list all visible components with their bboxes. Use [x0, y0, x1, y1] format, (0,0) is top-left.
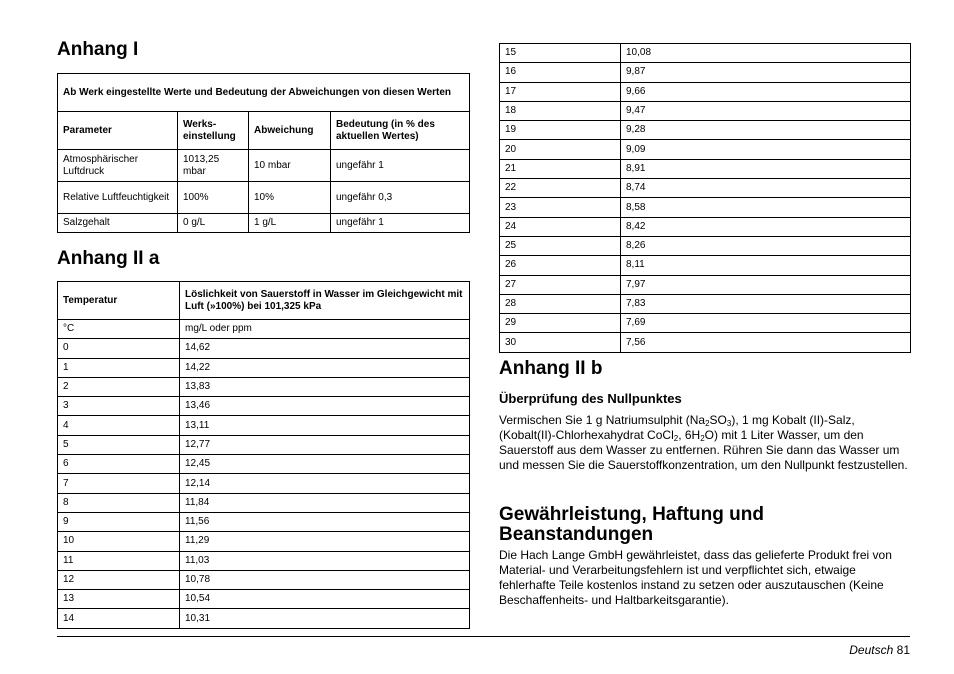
table-row: [500, 314, 911, 333]
solubility-cell: 14,62: [180, 339, 470, 358]
solubility-cell: 9,87: [621, 63, 911, 82]
temperature-cell: 2: [58, 377, 180, 396]
subscript: 2: [705, 419, 710, 428]
solubility-cell: 8,11: [621, 256, 911, 275]
temperature-cell: 28: [500, 294, 621, 313]
subscript: 3: [726, 419, 732, 428]
temperature-cell: 0: [58, 339, 180, 358]
temperature-cell: 24: [500, 217, 621, 236]
solubility-cell: 9,66: [621, 82, 911, 101]
temperature-cell: 9: [58, 512, 180, 531]
zero-point-paragraph: [499, 413, 910, 473]
table-row: [58, 435, 470, 454]
table-row: [58, 551, 470, 570]
solubility-cell: 13,46: [180, 397, 470, 416]
solubility-cell: 10,54: [180, 590, 470, 609]
table-row: [58, 150, 470, 182]
table-row: [500, 121, 911, 140]
table-row: [500, 275, 911, 294]
temperature-cell: 12: [58, 570, 180, 589]
temperature-cell: 19: [500, 121, 621, 140]
temperature-cell: 8: [58, 493, 180, 512]
table-cell: ungefähr 1: [331, 214, 470, 233]
anhang2a-title: Anhang II a: [57, 248, 160, 269]
unit-cell: °C: [58, 320, 180, 339]
solubility-cell: 12,77: [180, 435, 470, 454]
temperature-cell: 15: [500, 44, 621, 63]
table-row: [58, 493, 470, 512]
column-header: Parameter: [58, 112, 178, 150]
page-number: 81: [896, 643, 910, 657]
table-cell: Relative Luftfeuchtigkeit: [58, 182, 178, 214]
temperature-cell: 18: [500, 101, 621, 120]
table-row: [500, 198, 911, 217]
table-row: [58, 512, 470, 531]
temperature-cell: 29: [500, 314, 621, 333]
column-header: Löslichkeit von Sauerstoff in Wasser im Gleichgewicht mit Luft (»100%) bei 101,325 kPa: [180, 282, 470, 320]
table-cell: 10 mbar: [249, 150, 331, 182]
footer-divider: [57, 636, 910, 637]
temperature-cell: 1: [58, 358, 180, 377]
solubility-cell: 10,08: [621, 44, 911, 63]
table-cell: 1 g/L: [249, 214, 331, 233]
solubility-cell: 11,29: [180, 532, 470, 551]
column-header: Werks-einstellung: [178, 112, 249, 150]
footer-language: Deutsch: [849, 643, 894, 657]
table-row: [500, 256, 911, 275]
table-row: [58, 397, 470, 416]
temperature-cell: 4: [58, 416, 180, 435]
table-row: [58, 339, 470, 358]
table-row: [500, 294, 911, 313]
solubility-cell: 10,78: [180, 570, 470, 589]
solubility-cell: 14,22: [180, 358, 470, 377]
temperature-cell: 13: [58, 590, 180, 609]
table-row: [58, 214, 470, 233]
solubility-cell: 8,26: [621, 236, 911, 255]
table-row: [58, 532, 470, 551]
temperature-cell: 16: [500, 63, 621, 82]
solubility-cell: 7,56: [621, 333, 911, 352]
oxygen-solubility-table: [57, 281, 470, 629]
temperature-cell: 30: [500, 333, 621, 352]
table-row: [500, 217, 911, 236]
factory-settings-table: [57, 73, 470, 233]
table-caption: Ab Werk eingestellte Werte und Bedeutung der Abweichungen von diesen Werten: [58, 74, 470, 112]
warranty-paragraph: Die Hach Lange GmbH gewährleistet, dass das gelieferte Produkt frei von Material- und Verarbeitungsfehlern ist und verpflichtet sich, etwaige fehlerhafte Teile kostenlos instand zu setzen oder auszutauschen (Keine Beschaffenheits- und Haltbarkeitsgarantie).: [499, 548, 892, 607]
temperature-cell: 25: [500, 236, 621, 255]
page-footer: [849, 643, 910, 657]
text-run: Vermischen Sie 1 g Natriumsulphit (Na: [499, 413, 706, 427]
solubility-cell: 11,03: [180, 551, 470, 570]
temperature-cell: 26: [500, 256, 621, 275]
solubility-cell: 8,58: [621, 198, 911, 217]
table-row: [500, 333, 911, 352]
table-row: [58, 590, 470, 609]
temperature-cell: 6: [58, 455, 180, 474]
subscript: 2: [673, 434, 679, 443]
table-cell: 100%: [178, 182, 249, 214]
table-cell: Salzgehalt: [58, 214, 178, 233]
table-cell: 10%: [249, 182, 331, 214]
text-run: SO: [709, 413, 727, 427]
solubility-cell: 9,28: [621, 121, 911, 140]
anhang2b-title: Anhang II b: [499, 358, 603, 379]
solubility-cell: 7,69: [621, 314, 911, 333]
solubility-cell: 11,56: [180, 512, 470, 531]
table-row: [58, 474, 470, 493]
temperature-cell: 7: [58, 474, 180, 493]
temperature-cell: 14: [58, 609, 180, 628]
solubility-cell: 12,14: [180, 474, 470, 493]
solubility-cell: 8,42: [621, 217, 911, 236]
anhang1-title: Anhang I: [57, 39, 139, 60]
solubility-cell: 8,74: [621, 179, 911, 198]
subscript: 2: [700, 434, 705, 443]
table-row: [500, 140, 911, 159]
table-row: [500, 179, 911, 198]
table-row: [500, 44, 911, 63]
column-header: Bedeutung (in % des aktuellen Wertes): [331, 112, 470, 150]
temperature-cell: 22: [500, 179, 621, 198]
solubility-cell: 9,09: [621, 140, 911, 159]
solubility-cell: 13,83: [180, 377, 470, 396]
text-run: , 6H: [678, 428, 701, 442]
temperature-cell: 3: [58, 397, 180, 416]
solubility-cell: 7,83: [621, 294, 911, 313]
solubility-cell: 8,91: [621, 159, 911, 178]
unit-cell: mg/L oder ppm: [180, 320, 470, 339]
temperature-cell: 10: [58, 532, 180, 551]
warranty-title: Gewährleistung, Haftung und Beanstandungen: [499, 504, 764, 545]
table-cell: 1013,25 mbar: [178, 150, 249, 182]
column-header: Abweichung: [249, 112, 331, 150]
units-row: [58, 320, 470, 339]
table-row: [58, 358, 470, 377]
table-row: [500, 159, 911, 178]
text-run: ), 1 mg Kobalt (II)-Salz, (Kobalt(II)-Chlorhexahydrat CoCl: [499, 413, 855, 442]
table-row: [58, 609, 470, 628]
temperature-cell: 11: [58, 551, 180, 570]
table-row: [500, 236, 911, 255]
temperature-cell: 23: [500, 198, 621, 217]
solubility-cell: 11,84: [180, 493, 470, 512]
table-row: [500, 82, 911, 101]
table-cell: ungefähr 0,3: [331, 182, 470, 214]
solubility-cell: 13,11: [180, 416, 470, 435]
solubility-cell: 12,45: [180, 455, 470, 474]
table-row: [58, 182, 470, 214]
solubility-cell: 10,31: [180, 609, 470, 628]
temperature-cell: 27: [500, 275, 621, 294]
zero-point-subtitle: Überprüfung des Nullpunktes: [499, 391, 682, 406]
solubility-cell: 7,97: [621, 275, 911, 294]
text-run: O) mit 1 Liter Wasser, um den Sauerstoff aus dem Wasser zu entfernen. Rühren Sie dann das Wasser um und messen Sie die Sauerstoffkonzentration, um den Nullpunkt festzustellen.: [499, 428, 908, 472]
solubility-cell: 9,47: [621, 101, 911, 120]
table-row: [58, 455, 470, 474]
temperature-cell: 17: [500, 82, 621, 101]
table-row: [58, 416, 470, 435]
table-cell: Atmosphärischer Luftdruck: [58, 150, 178, 182]
table-row: [500, 101, 911, 120]
table-header-row: [58, 282, 470, 320]
oxygen-solubility-table-continued: [499, 43, 911, 353]
table-row: [58, 570, 470, 589]
temperature-cell: 21: [500, 159, 621, 178]
table-cell: ungefähr 1: [331, 150, 470, 182]
table-row: [500, 63, 911, 82]
table-cell: 0 g/L: [178, 214, 249, 233]
table-row: [58, 377, 470, 396]
table-header-row: [58, 112, 470, 150]
temperature-cell: 5: [58, 435, 180, 454]
column-header: Temperatur: [58, 282, 180, 320]
temperature-cell: 20: [500, 140, 621, 159]
